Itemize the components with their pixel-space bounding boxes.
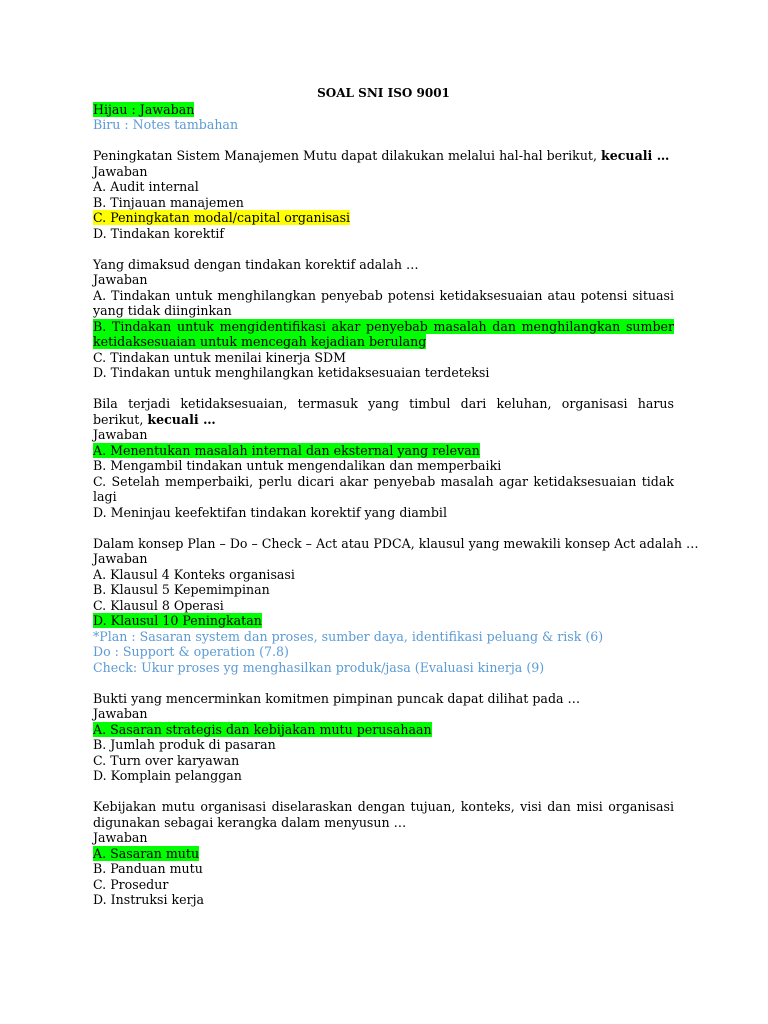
q1-option-a: A. Audit internal [93, 179, 199, 194]
question-emphasis: kecuali … [147, 411, 216, 427]
answer-label: Jawaban [93, 163, 148, 179]
spacer [93, 381, 674, 397]
q4-note-do: Do : Support & operation (7.8) [93, 644, 289, 659]
spacer [93, 784, 674, 800]
question-6-line2: digunakan sebagai kerangka dalam menyusun … [93, 814, 407, 830]
legend-blue: Biru : Notes tambahan [93, 117, 239, 132]
q2-option-b-line1: B. Tindakan untuk mengidentifikasi akar penyebab masalah dan menghilangkan sumber [93, 318, 674, 334]
answer-label: Jawaban [93, 830, 148, 845]
answer-label: Jawaban [93, 427, 148, 442]
spacer [93, 520, 674, 536]
q2-option-a-line1: A. Tindakan untuk menghilangkan penyebab potensi ketidaksesuaian atau potensi situasi [93, 287, 674, 303]
q5-option-d: D. Komplain pelanggan [93, 768, 242, 783]
q3-option-c-line2: lagi [93, 489, 117, 504]
q4-note-check: Check: Ukur proses yg menghasilkan produk/jasa (Evaluasi kinerja (9) [93, 659, 545, 675]
q4-option-d: D. Klausul 10 Peningkatan [93, 613, 262, 628]
answer-label: Jawaban [93, 272, 148, 287]
q5-option-b: B. Jumlah produk di pasaran [93, 737, 276, 752]
q2-option-b-line2: ketidaksesuaian untuk mencegah kejadian berulang [93, 334, 427, 349]
spacer [93, 241, 674, 257]
legend-green: Hijau : Jawaban [93, 101, 195, 117]
document-body [93, 86, 699, 908]
q4-note-plan: *Plan : Sasaran system dan proses, sumber daya, identifikasi peluang & risk (6) [93, 628, 604, 644]
answer-label: Jawaban [93, 706, 148, 721]
q6-option-c: C. Prosedur [93, 876, 169, 892]
spacer [93, 675, 674, 691]
q3-option-d: D. Meninjau keefektifan tindakan korektif yang diambil [93, 504, 447, 520]
q3-option-c-line1: C. Setelah memperbaiki, perlu dicari akar penyebab masalah agar ketidaksesuaian tidak [93, 473, 674, 489]
q5-option-a: A. Sasaran strategis dan kebijakan mutu perusahaan [93, 721, 432, 737]
q2-option-a-line2: yang tidak diinginkan [93, 303, 232, 318]
question-2: Yang dimaksud dengan tindakan korektif adalah … [93, 256, 419, 272]
q2-option-d: D. Tindakan untuk menghilangkan ketidaksesuaian terdeteksi [93, 365, 490, 380]
answer-label: Jawaban [93, 551, 148, 566]
question-3-line1: Bila terjadi ketidaksesuaian, termasuk yang timbul dari keluhan, organisasi harus [93, 396, 674, 411]
q6-option-b: B. Panduan mutu [93, 861, 203, 876]
question-1: Peningkatan Sistem Manajemen Mutu dapat dilakukan melalui hal-hal berikut, kecuali … [93, 148, 670, 163]
q1-option-b: B. Tinjauan manajemen [93, 194, 244, 210]
q2-option-c: C. Tindakan untuk menilai kinerja SDM [93, 349, 346, 365]
question-6-line1: Kebijakan mutu organisasi diselaraskan dengan tujuan, konteks, visi dan misi organisasi [93, 799, 674, 814]
question-3-line2: berikut, kecuali … [93, 411, 216, 427]
page-title: SOAL SNI ISO 9001 [317, 86, 450, 100]
question-emphasis: kecuali … [601, 148, 670, 163]
question-5: Bukti yang mencerminkan komitmen pimpinan puncak dapat dilihat pada … [93, 690, 581, 706]
q4-option-c: C. Klausul 8 Operasi [93, 597, 224, 613]
q1-option-d: D. Tindakan korektif [93, 225, 225, 241]
q3-option-b: B. Mengambil tindakan untuk mengendalikan dan memperbaiki [93, 458, 502, 473]
q3-option-a: A. Menentukan masalah internal dan eksternal yang relevan [93, 442, 480, 458]
question-4: Dalam konsep Plan – Do – Check – Act atau PDCA, klausul yang mewakili konsep Act adalah … [93, 535, 699, 551]
spacer [93, 133, 674, 149]
q6-option-a: A. Sasaran mutu [93, 845, 200, 861]
q4-option-a: A. Klausul 4 Konteks organisasi [93, 566, 295, 582]
q5-option-c: C. Turn over karyawan [93, 752, 240, 768]
q4-option-b: B. Klausul 5 Kepemimpinan [93, 582, 270, 597]
q6-option-d: D. Instruksi kerja [93, 892, 205, 907]
q1-option-c: C. Peningkatan modal/capital organisasi [93, 210, 351, 225]
